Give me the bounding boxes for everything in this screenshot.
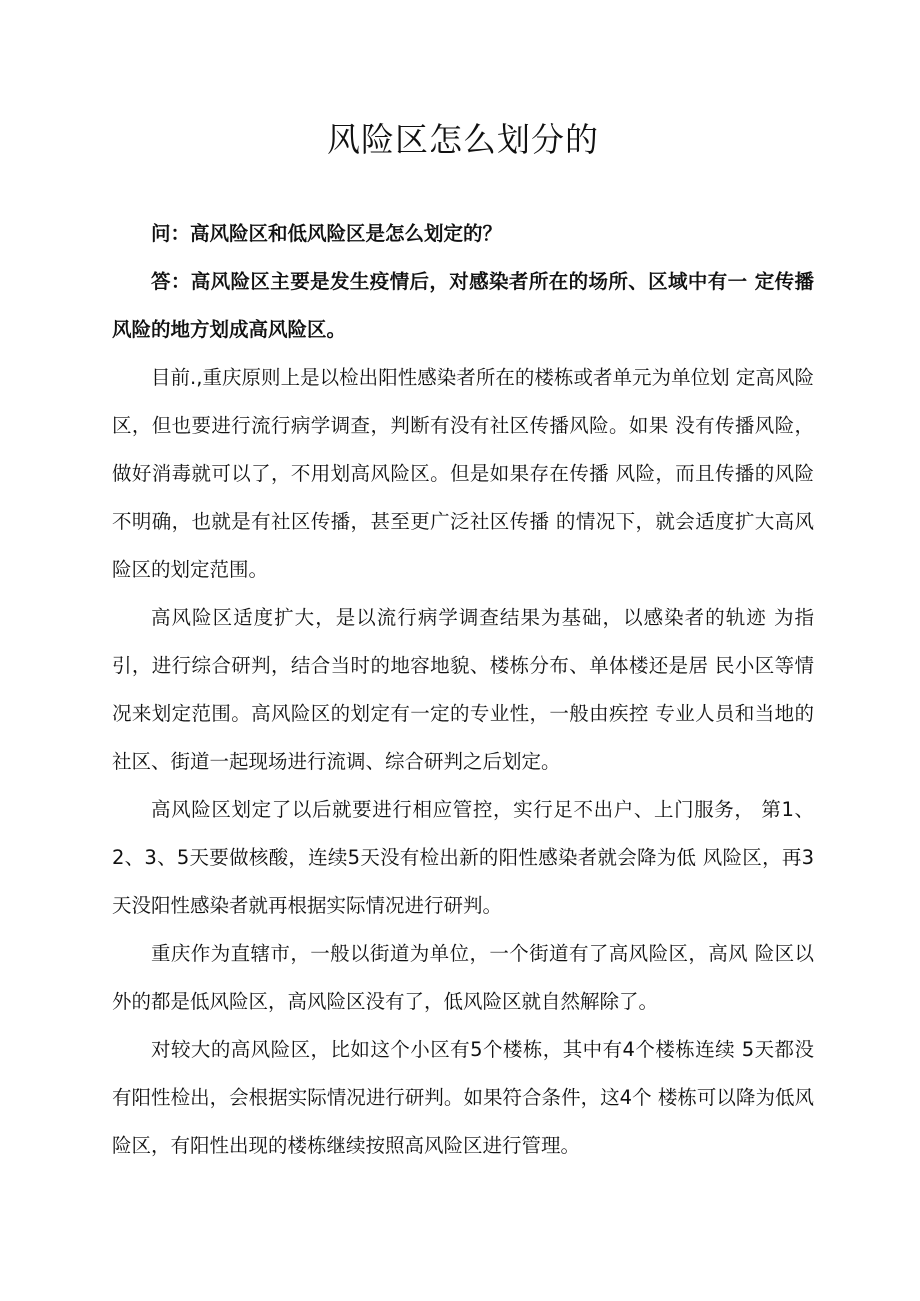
body-paragraph: 高风险区划定了以后就要进行相应管控，实行足不出户、上门服务， 第1、2、3、5天要做核酸，连续5天没有检出新的阳性感染者就会降为低 风险区，再3天没阳性感染者就再根据实际情况进行研判。 (112, 798, 814, 917)
answer-paragraph: 答：高风险区主要是发生疫情后，对感染者所在的场所、区域中有一 定传播风险的地方划成高风险区。 (112, 270, 814, 341)
page-title: 风险区怎么划分的 (327, 120, 599, 159)
body-paragraph: 对较大的高风险区，比如这个小区有5个楼栋，其中有4个楼栋连续 5天都没有阳性检出，会根据实际情况进行研判。如果符合条件，这4个 楼栋可以降为低风险区，有阳性出现的楼栋继续按照高风险区进行管理。 (112, 1038, 814, 1157)
body-paragraph: 高风险区适度扩大，是以流行病学调查结果为基础，以感染者的轨迹 为指引，进行综合研判，结合当时的地容地貌、楼栋分布、单体楼还是居 民小区等情况来划定范围。高风险区的划定有一定的专业性，一般由疾控 专业人员和当地的社区、街道一起现场进行流调、综合研判之后划定。 (112, 606, 814, 773)
body-paragraph: 目前.,重庆原则上是以检出阳性感染者所在的楼栋或者单元为单位划 定高风险区，但也要进行流行病学调查，判断有没有社区传播风险。如果 没有传播风险，做好消毒就可以了，不用划高风险区。但是如果存在传播 风险，而且传播的风险不明确，也就是有社区传播，甚至更广泛社区传播 的情况下，就会适度扩大高风险区的划定范围。 (112, 366, 814, 581)
question-paragraph: 问：高风险区和低风险区是怎么划定的？ (151, 222, 503, 245)
body-paragraph: 重庆作为直辖市，一般以街道为单位，一个街道有了高风险区，高风 险区以外的都是低风险区，高风险区没有了，低风险区就自然解除了。 (112, 942, 814, 1013)
